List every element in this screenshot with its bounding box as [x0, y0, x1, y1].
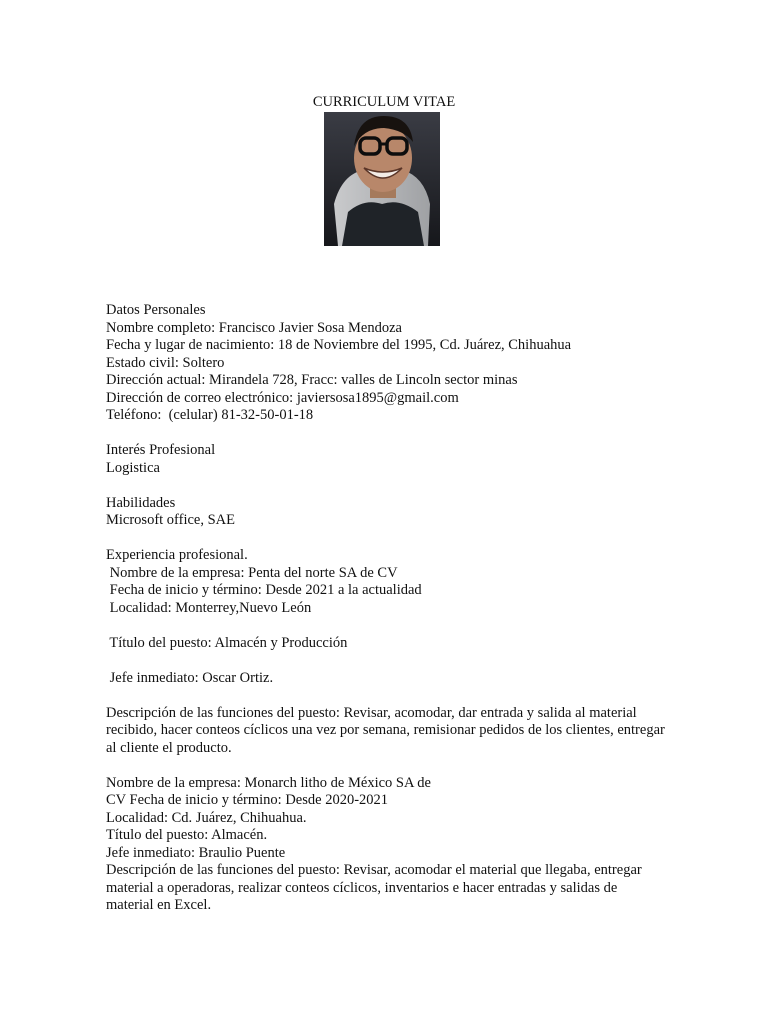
job1-boss: Jefe inmediato: Oscar Ortiz.	[106, 669, 274, 686]
job2-dates: CV Fecha de inicio y término: Desde 2020-2021	[106, 792, 389, 808]
section-heading-interest: Interés Profesional	[106, 442, 216, 458]
job2-position: Título del puesto: Almacén.	[106, 827, 268, 843]
personal-email: Dirección de correo electrónico: javiersosa1895@gmail.com	[106, 389, 459, 406]
cv-body	[106, 302, 666, 915]
personal-civil-status: Estado civil: Soltero	[106, 354, 225, 371]
portrait-photo	[324, 112, 440, 246]
section-heading-experience: Experiencia profesional.	[106, 547, 248, 563]
section-heading-personal: Datos Personales	[106, 302, 206, 318]
personal-address: Dirección actual: Mirandela 728, Fracc: valles de Lincoln sector minas	[106, 372, 518, 388]
section-heading-skills: Habilidades	[106, 494, 176, 511]
document-title: CURRICULUM VITAE	[312, 94, 456, 110]
job1-location: Localidad: Monterrey,Nuevo León	[106, 599, 312, 616]
skills-value: Microsoft office, SAE	[106, 512, 235, 528]
personal-phone: Teléfono: (celular) 81-32-50-01-18	[106, 407, 314, 423]
personal-name: Nombre completo: Francisco Javier Sosa Mendoza	[106, 319, 402, 336]
personal-birth: Fecha y lugar de nacimiento: 18 de Noviembre del 1995, Cd. Juárez, Chihuahua	[106, 337, 572, 353]
job2-location: Localidad: Cd. Juárez, Chihuahua.	[106, 809, 307, 826]
job1-description: Descripción de las funciones del puesto: Revisar, acomodar, dar entrada y salida al material recibido, hacer conteos cíclicos una vez por semana, remisionar pedidos de los clientes, entregar al cliente el producto.	[106, 704, 665, 756]
job1-company: Nombre de la empresa: Penta del norte SA de CV	[106, 564, 398, 581]
job1-dates: Fecha de inicio y término: Desde 2021 a la actualidad	[106, 582, 422, 598]
job2-company: Nombre de la empresa: Monarch litho de México SA de	[106, 774, 431, 791]
job2-boss: Jefe inmediato: Braulio Puente	[106, 844, 286, 861]
job1-position: Título del puesto: Almacén y Producción	[106, 634, 348, 651]
interest-value: Logistica	[106, 459, 160, 476]
job2-description: Descripción de las funciones del puesto: Revisar, acomodar el material que llegaba, entregar material a operadoras, realizar conteos cíclicos, inventarios e hacer entradas y salidas de material en Excel.	[106, 862, 642, 913]
